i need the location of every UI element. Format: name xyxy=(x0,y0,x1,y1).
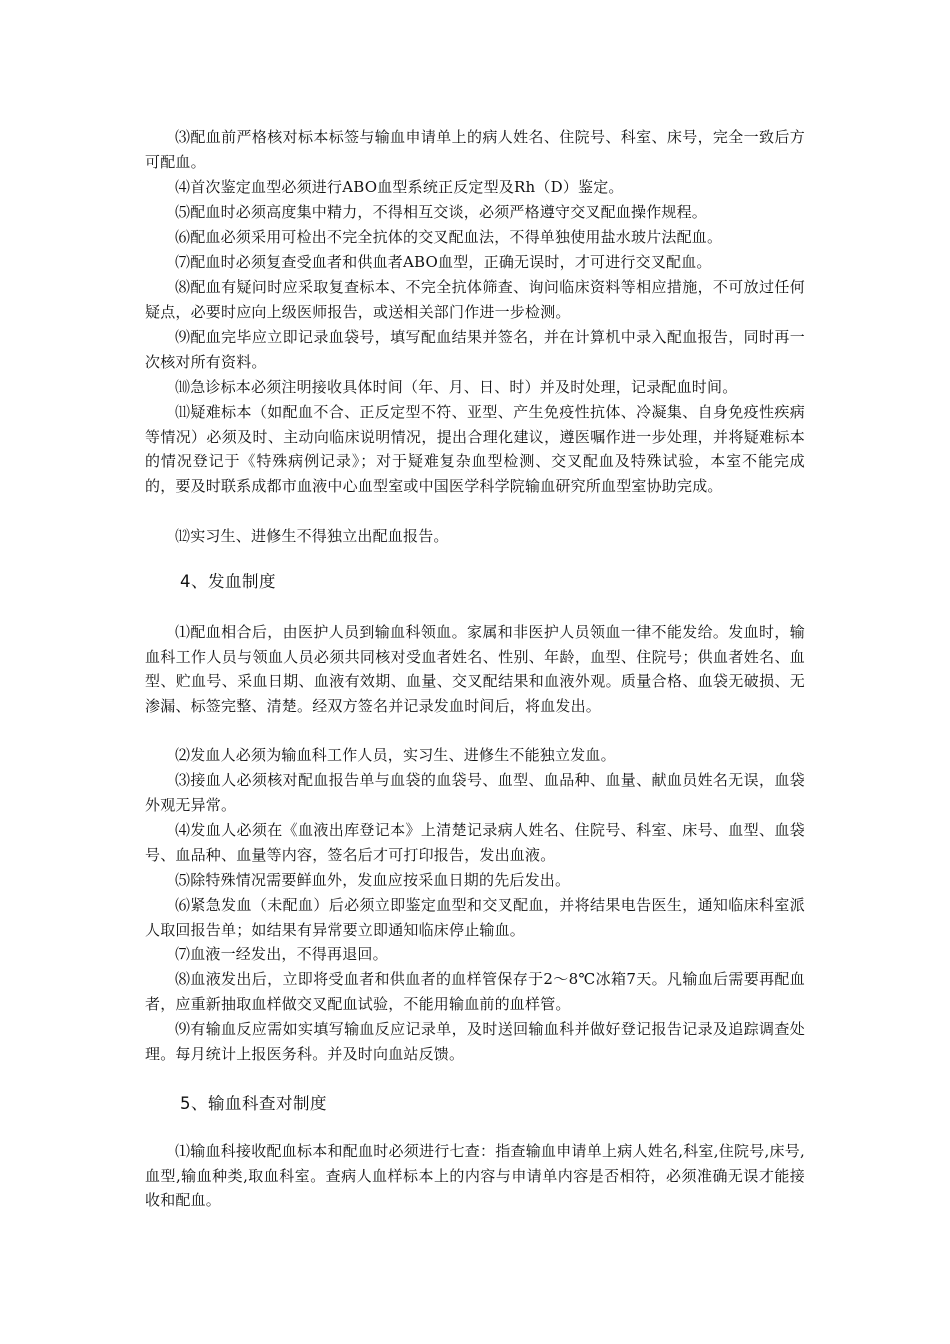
paragraph-rule-3: ⑶配血前严格核对标本标签与输血申请单上的病人姓名、住院号、科室、床号，完全一致后方可配血。 xyxy=(145,128,805,171)
paragraph-issue-6: ⑹紧急发血（未配血）后必须立即鉴定血型和交叉配血，并将结果电告医生，通知临床科室派人取回报告单；如结果有异常要立即通知临床停止输血。 xyxy=(145,896,805,939)
section-heading-check-system: 5、输血科查对制度 xyxy=(180,1094,327,1113)
paragraph-rule-5: ⑸配血时必须高度集中精力，不得相互交谈，必须严格遵守交叉配血操作规程。 xyxy=(175,203,708,221)
paragraph-issue-7: ⑺血液一经发出，不得再退回。 xyxy=(175,945,388,963)
section-heading-blood-issue: 4、发血制度 xyxy=(180,572,276,591)
paragraph-check-1: ⑴输血科接收配血标本和配血时必须进行七查：指查输血申请单上病人姓名,科室,住院号,床号,血型,输血种类,取血科室。查病人血样标本上的内容与申请单内容是否相符，必须准确无误才能接收和配血。 xyxy=(145,1142,805,1209)
paragraph-issue-5: ⑸除特殊情况需要鲜血外，发血应按采血日期的先后发出。 xyxy=(175,871,571,889)
paragraph-rule-4: ⑷首次鉴定血型必须进行ABO血型系统正反定型及Rh（D）鉴定。 xyxy=(175,178,624,196)
paragraph-issue-3: ⑶接血人必须核对配血报告单与血袋的血袋号、血型、血品种、血量、献血员姓名无误，血袋外观无异常。 xyxy=(145,771,805,814)
paragraph-issue-2: ⑵发血人必须为输血科工作人员，实习生、进修生不能独立发血。 xyxy=(175,746,616,764)
paragraph-issue-9: ⑼有输血反应需如实填写输血反应记录单，及时送回输血科并做好登记报告记录及追踪调查处理。每月统计上报医务科。并及时向血站反馈。 xyxy=(145,1020,805,1063)
paragraph-rule-8: ⑻配血有疑问时应采取复查标本、不完全抗体筛查、询问临床资料等相应措施，不可放过任何疑点，必要时应向上级医师报告，或送相关部门作进一步检测。 xyxy=(145,278,805,321)
paragraph-rule-12: ⑿实习生、进修生不得独立出配血报告。 xyxy=(175,527,449,545)
paragraph-issue-1: ⑴配血相合后，由医护人员到输血科领血。家属和非医护人员领血一律不能发给。发血时，输血科工作人员与领血人员必须共同核对受血者姓名、性别、年龄，血型、住院号；供血者姓名、血型、贮血号、采血日期、血液有效期、血量、交叉配结果和血液外观。质量合格、血袋无破损、无渗漏、标签完整、清楚。经双方签名并记录发血时间后，将血发出。 xyxy=(145,623,805,715)
paragraph-rule-10: ⑽急诊标本必须注明接收具体时间（年、月、日、时）并及时处理，记录配血时间。 xyxy=(175,378,738,396)
paragraph-issue-4: ⑷发血人必须在《血液出库登记本》上清楚记录病人姓名、住院号、科室、床号、血型、血袋号、血品种、血量等内容，签名后才可打印报告，发出血液。 xyxy=(145,821,805,864)
paragraph-rule-9: ⑼配血完毕应立即记录血袋号，填写配血结果并签名，并在计算机中录入配血报告，同时再一次核对所有资料。 xyxy=(145,328,805,371)
paragraph-rule-11: ⑾疑难标本（如配血不合、正反定型不符、亚型、产生免疫性抗体、冷凝集、自身免疫性疾病等情况）必须及时、主动向临床说明情况，提出合理化建议，遵医嘱作进一步处理，并将疑难标本的情况登记于《特殊病例记录》；对于疑难复杂血型检测、交叉配血及特殊试验，本室不能完成的，要及时联系成都市血液中心血型室或中国医学科学院输血研究所血型室协助完成。 xyxy=(145,403,805,495)
paragraph-issue-8: ⑻血液发出后，立即将受血者和供血者的血样管保存于2～8℃冰箱7天。凡输血后需要再配血者，应重新抽取血样做交叉配血试验，不能用输血前的血样管。 xyxy=(145,970,805,1013)
paragraph-rule-6: ⑹配血必须采用可检出不完全抗体的交叉配血法，不得单独使用盐水玻片法配血。 xyxy=(175,228,723,246)
paragraph-rule-7: ⑺配血时必须复查受血者和供血者ABO血型，正确无误时，才可进行交叉配血。 xyxy=(175,253,712,271)
